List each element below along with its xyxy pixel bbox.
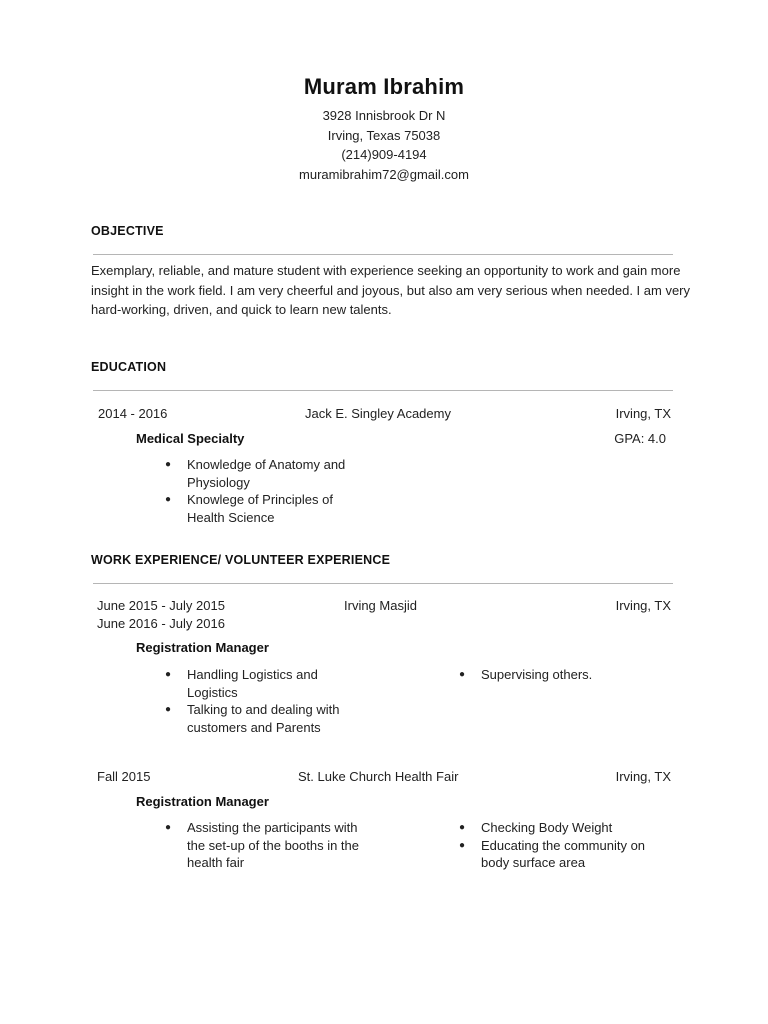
objective-divider [93, 254, 673, 255]
list-item: ● Checking Body Weight [459, 819, 669, 837]
resume-header [0, 74, 768, 184]
job-2-org: St. Luke Church Health Fair [298, 769, 459, 784]
list-item: ● Educating the community on body surface area [459, 837, 669, 872]
list-item: ● Knowledge of Anatomy and Physiology [165, 456, 365, 491]
objective-text: Exemplary, reliable, and mature student with experience seeking an opportunity to work and gain more insight in the work field. I am very cheerful and joyous, but also am very serious when needed. I am very hard-working, driven, and quick to learn new talents. [91, 263, 691, 317]
job-1-role: Registration Manager [136, 640, 269, 655]
job-2-bullets-right [459, 819, 669, 872]
job-2-bullets-left [165, 819, 377, 872]
job-1-dates-line-2: June 2016 - July 2016 [97, 616, 225, 631]
work-heading: WORK EXPERIENCE/ VOLUNTEER EXPERIENCE [91, 553, 391, 567]
job-1-org: Irving Masjid [344, 598, 417, 613]
address-line-2: Irving, Texas 75038 [327, 127, 441, 143]
job-1-dates-line-1: June 2015 - July 2015 [97, 598, 225, 613]
list-item: ● Handling Logistics and Logistics [165, 666, 370, 701]
education-location: Irving, TX [615, 406, 671, 421]
objective-heading: OBJECTIVE [91, 224, 164, 238]
list-item: ● Talking to and dealing with customers and Parents [165, 701, 370, 736]
candidate-name: Muram Ibrahim [303, 74, 465, 99]
list-item: ● Assisting the participants with the set-up of the booths in the health fair [165, 819, 377, 872]
phone-number: (214)909-4194 [341, 147, 427, 162]
education-program: Medical Specialty [136, 431, 245, 446]
education-heading: EDUCATION [91, 360, 167, 374]
job-1-bullets-left [165, 666, 370, 736]
education-dates: 2014 - 2016 [98, 406, 168, 421]
education-gpa: GPA: 4.0 [614, 431, 666, 446]
list-item: ● Supervising others. [459, 666, 669, 684]
work-divider [93, 583, 673, 584]
job-1-bullets-right [459, 666, 669, 684]
job-2-role: Registration Manager [136, 794, 269, 809]
job-2-dates: Fall 2015 [97, 769, 151, 784]
email-address: muramibrahim72@gmail.com [299, 166, 469, 182]
education-divider [93, 390, 673, 391]
education-bullet-list [165, 456, 365, 526]
education-school: Jack E. Singley Academy [305, 406, 451, 421]
job-2-location: Irving, TX [615, 769, 671, 784]
address-line-1: 3928 Innisbrook Dr N [322, 108, 446, 123]
job-1-location: Irving, TX [615, 598, 671, 613]
list-item: ● Knowlege of Principles of Health Science [165, 491, 365, 526]
